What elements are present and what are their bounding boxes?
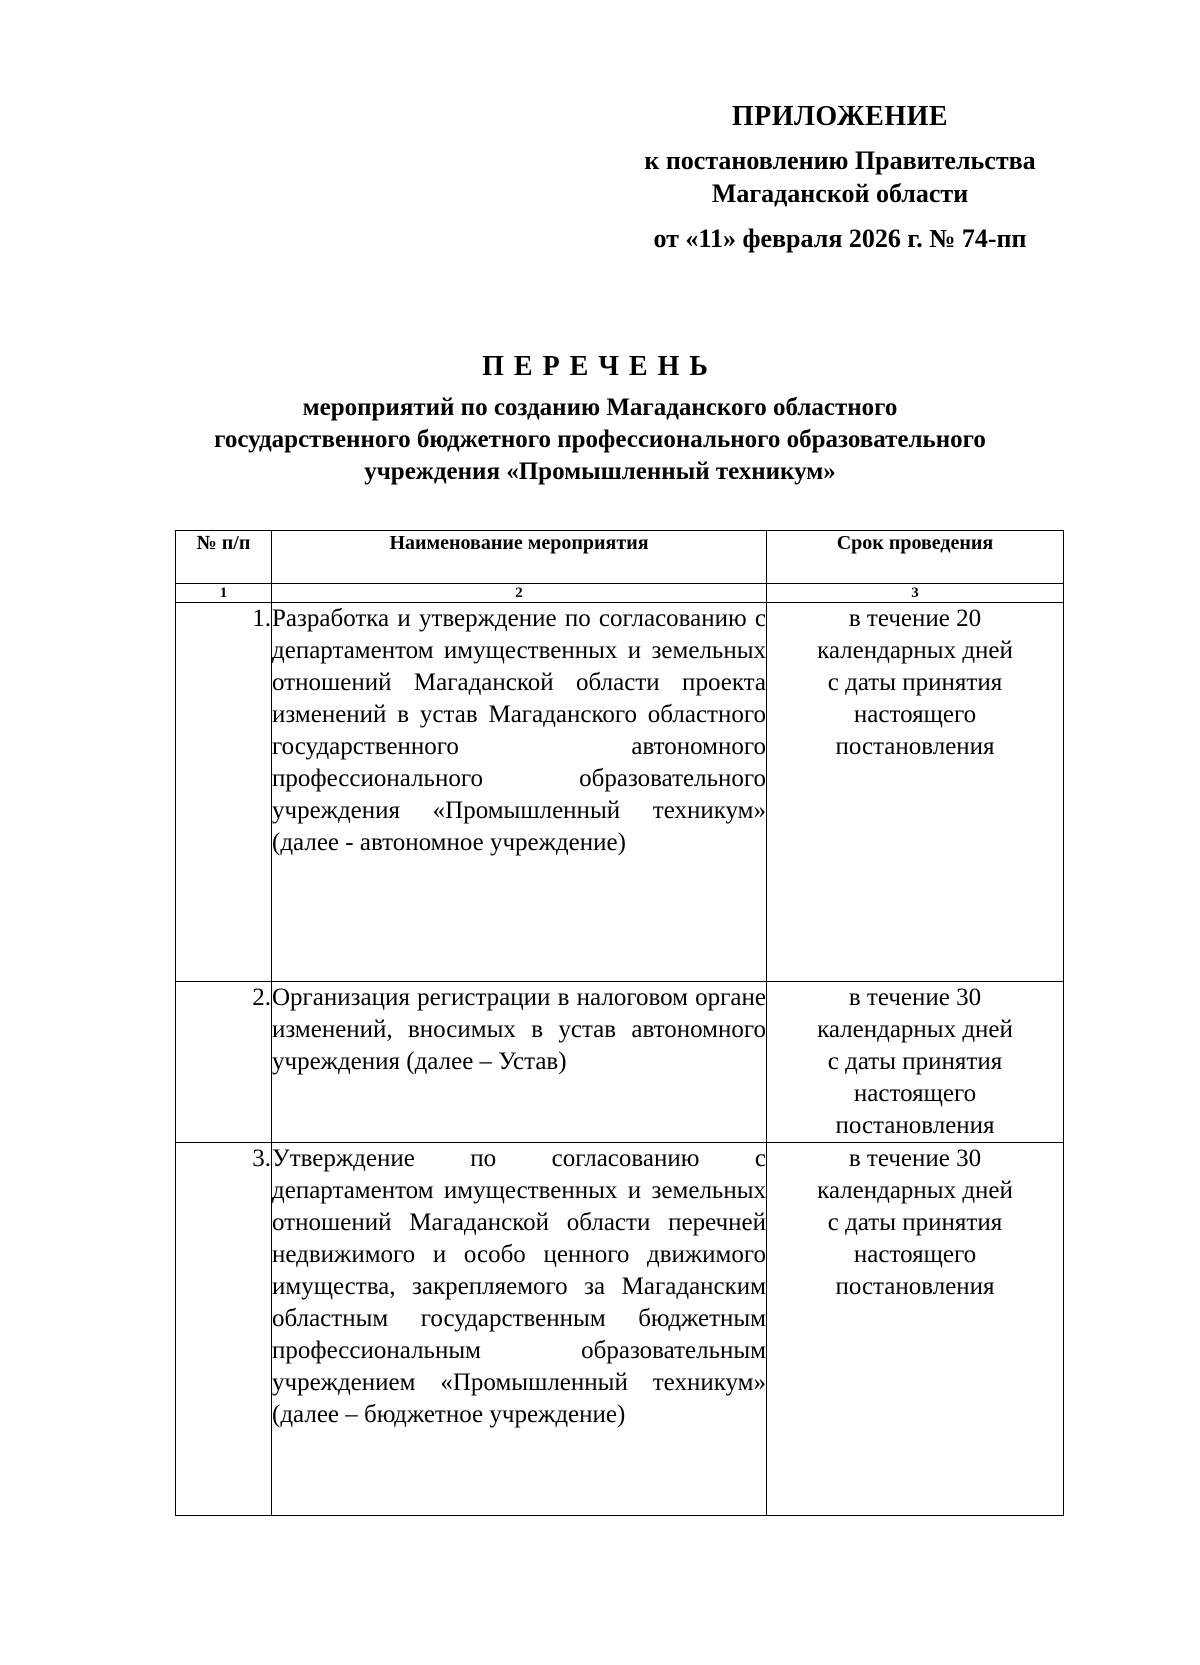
measure-name: Утверждение по согласованию с департаментом имущественных и земельных отношений Магаданской области перечней недвижимого и особо ценного движимого имущества, закрепляемого за Магаданским областным государственным бюджетным профессиональным образовательным учреждением «Промышленный техникум» (далее – бюджетное учреждение) <box>272 1143 767 1516</box>
term-line: в течение 30 <box>848 984 982 1011</box>
row-number: 3. <box>176 1143 272 1516</box>
measures-table <box>175 530 1064 1516</box>
document-heading <box>130 350 1070 488</box>
annex-line-2: Магаданской области <box>711 179 969 208</box>
term-line: настоящего <box>853 701 977 728</box>
term-line: календарных дней <box>817 637 1013 664</box>
heading-line-2: государственного бюджетного профессионального образовательного <box>214 426 986 453</box>
row-number: 2. <box>176 982 272 1143</box>
table-row <box>176 603 1064 982</box>
header-name: Наименование мероприятия <box>272 531 767 584</box>
annex-title: ПРИЛОЖЕНИЕ <box>731 101 949 132</box>
row-number: 1. <box>176 603 272 982</box>
column-number-1: 1 <box>176 584 272 603</box>
term-line: постановления <box>835 1273 995 1300</box>
term-line: настоящего <box>853 1241 977 1268</box>
term-line: постановления <box>835 733 995 760</box>
table-header-row <box>176 531 1064 584</box>
heading-title: ПЕРЕЧЕНЬ <box>482 351 718 382</box>
measure-term <box>767 603 1064 982</box>
measure-name: Разработка и утверждение по согласованию с департаментом имущественных и земельных отношений Магаданской области проекта изменений в устав Магаданского областного государственного автономного профессионального образовательного учреждения «Промышленный техникум» (далее - автономное учреждение) <box>272 603 767 982</box>
term-line: настоящего <box>853 1080 977 1107</box>
table-row <box>176 1143 1064 1516</box>
term-line: с даты принятия <box>827 1048 1003 1075</box>
column-number-2: 2 <box>272 584 767 603</box>
column-number-3: 3 <box>767 584 1064 603</box>
term-line: с даты принятия <box>827 1209 1003 1236</box>
measure-term <box>767 1143 1064 1516</box>
term-line: календарных дней <box>817 1177 1013 1204</box>
annex-block <box>600 100 1080 255</box>
column-number-row <box>176 584 1064 603</box>
heading-line-1: мероприятий по созданию Магаданского областного <box>302 394 898 421</box>
header-term: Срок проведения <box>767 531 1064 584</box>
term-line: в течение 20 <box>848 605 982 632</box>
annex-line-1: к постановлению Правительства <box>644 146 1036 175</box>
table-row <box>176 982 1064 1143</box>
header-num: № п/п <box>176 531 272 584</box>
term-line: в течение 30 <box>848 1145 982 1172</box>
measure-term <box>767 982 1064 1143</box>
annex-date: от «11» февраля 2026 г. № 74-пп <box>653 224 1027 253</box>
term-line: постановления <box>835 1112 995 1139</box>
term-line: с даты принятия <box>827 669 1003 696</box>
heading-line-3: учреждения «Промышленный техникум» <box>364 458 836 485</box>
measure-name: Организация регистрации в налоговом органе изменений, вносимых в устав автономного учреждения (далее – Устав) <box>272 982 767 1143</box>
term-line: календарных дней <box>817 1016 1013 1043</box>
